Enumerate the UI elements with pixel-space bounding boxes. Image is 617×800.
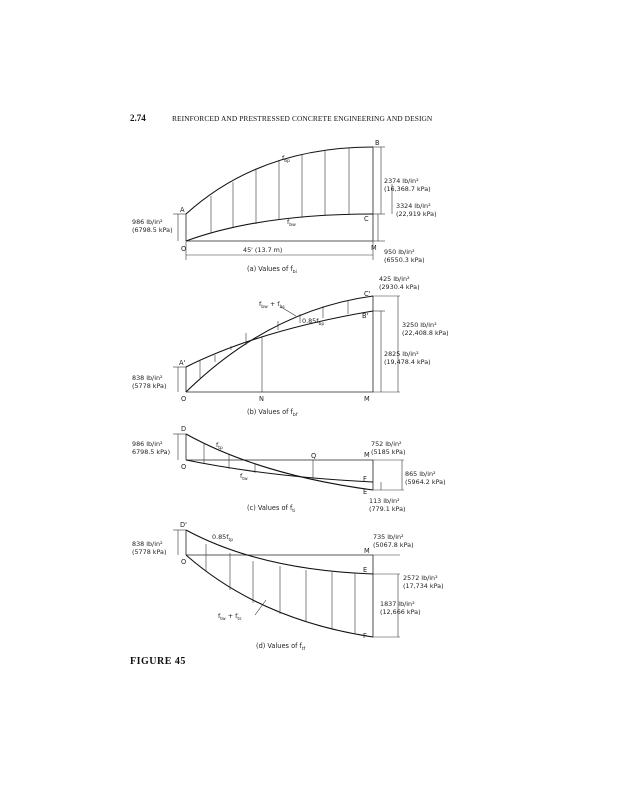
point-e-d: E	[363, 566, 368, 574]
label-ftw: $f_{tw}$	[240, 472, 248, 482]
point-c: C	[364, 215, 369, 223]
panel-c	[132, 425, 446, 514]
left-value-c-2: 6798.5 kPa)	[132, 448, 171, 456]
panel-d	[132, 521, 444, 652]
point-d: D	[181, 425, 187, 433]
point-m-c: M	[364, 451, 370, 459]
label-fbp: $f_{bp}$	[282, 154, 290, 164]
caption-b: (b) Values of $f_{bf}$	[247, 408, 298, 418]
left-value-b-1: 838 lb/in²	[132, 374, 163, 382]
right-value-c-5: 113 lb/in²	[369, 497, 400, 505]
right-value-b-2: (2930.4 kPa)	[379, 283, 420, 291]
curve-ftw-fts	[186, 555, 373, 637]
right-value-b-4: (22,408.8 kPa)	[402, 329, 449, 337]
hatch-b	[200, 300, 348, 378]
running-head: REINFORCED AND PRESTRESSED CONCRETE ENGINEERING AND DESIGN	[172, 114, 433, 123]
label-fbw-plus-fbs: $f_{bw} + f_{bs}$	[259, 300, 285, 310]
point-f-d: F	[363, 632, 367, 640]
curve-fbw-fbs	[186, 311, 373, 367]
point-a-prime: A'	[179, 359, 186, 367]
left-value-c-1: 986 lb/in²	[132, 440, 163, 448]
right-value-b-1: 425 lb/in²	[379, 275, 410, 283]
left-value-b-2: (5778 kPa)	[132, 382, 167, 390]
point-f-c: F	[363, 475, 367, 483]
right-value-d-1: 735 lb/in²	[373, 533, 404, 541]
right-value-a-4: (22,919 kPa)	[396, 210, 437, 218]
point-q: Q	[311, 452, 317, 460]
right-value-a-1: 2374 lb/in²	[384, 177, 419, 185]
label-fbw: $f_{bw}$	[287, 218, 296, 228]
right-value-d-3: 2572 lb/in²	[403, 574, 438, 582]
point-o-c: O	[181, 463, 187, 471]
right-value-a-5: 950 lb/in²	[384, 248, 415, 256]
figure-caption: FIGURE 45	[130, 656, 186, 667]
right-value-d-2: (5067.8 kPa)	[373, 541, 414, 549]
panel-b	[132, 275, 449, 418]
point-o-b: O	[181, 395, 187, 403]
page-number: 2.74	[130, 113, 146, 123]
curve-fbw	[186, 214, 373, 241]
point-c-prime: C'	[364, 290, 371, 298]
right-value-d-6: (12,666 kPa)	[380, 608, 421, 616]
point-b: B	[375, 139, 380, 147]
point-n: N	[259, 395, 264, 403]
point-m: M	[371, 244, 377, 252]
point-m-b: M	[364, 395, 370, 403]
right-value-a-6: (6550.3 kPa)	[384, 256, 425, 264]
left-value-d-1: 838 lb/in²	[132, 540, 163, 548]
point-e-c: E	[363, 488, 368, 496]
right-value-b-3: 3250 lb/in²	[402, 321, 437, 329]
left-value-a-1: 986 lb/in²	[132, 218, 163, 226]
right-value-c-6: (779.1 kPa)	[369, 505, 406, 513]
right-value-d-5: 1837 lb/in²	[380, 600, 415, 608]
point-o: O	[181, 245, 187, 253]
curve-ftp	[186, 434, 373, 490]
curve-085fbp	[186, 296, 373, 392]
left-value-d-2: (5778 kPa)	[132, 548, 167, 556]
right-value-b-6: (19,478.4 kPa)	[384, 358, 431, 366]
panel-a	[132, 139, 437, 275]
label-085ftp: $0.85f_{tp}$	[212, 533, 234, 543]
point-d-prime: D'	[180, 521, 187, 529]
label-ftp: $f_{tp}$	[216, 441, 223, 451]
point-o-d: O	[181, 558, 187, 566]
right-value-c-4: (5964.2 kPa)	[405, 478, 446, 486]
hatch-d	[206, 544, 355, 634]
right-value-d-4: (17,734 kPa)	[403, 582, 444, 590]
curve-fbp	[186, 147, 373, 214]
point-a: A	[180, 206, 185, 214]
left-value-a-2: (6798.5 kPa)	[132, 226, 173, 234]
right-value-c-1: 752 lb/in²	[371, 440, 402, 448]
label-085fbp: $0.85f_{bp}$	[302, 317, 325, 327]
hatch-c	[204, 444, 255, 473]
caption-c: (c) Values of $f_{ti}$	[247, 504, 296, 514]
right-value-a-2: (16,368.7 kPa)	[384, 185, 431, 193]
label-ftw-plus-fts: $f_{tw} + f_{ts}$	[218, 612, 242, 622]
right-value-c-3: 865 lb/in²	[405, 470, 436, 478]
span-label: 45' (13.7 m)	[243, 246, 283, 254]
caption-a: (a) Values of $f_{bi}$	[247, 265, 297, 275]
right-value-c-2: (5185 kPa)	[371, 448, 406, 456]
point-b-prime: B'	[362, 312, 369, 320]
right-value-a-3: 3324 lb/in²	[396, 202, 431, 210]
point-m-d: M	[364, 547, 370, 555]
caption-d: (d) Values of $f_{tf}$	[256, 642, 306, 652]
right-value-b-5: 2825 lb/in²	[384, 350, 419, 358]
